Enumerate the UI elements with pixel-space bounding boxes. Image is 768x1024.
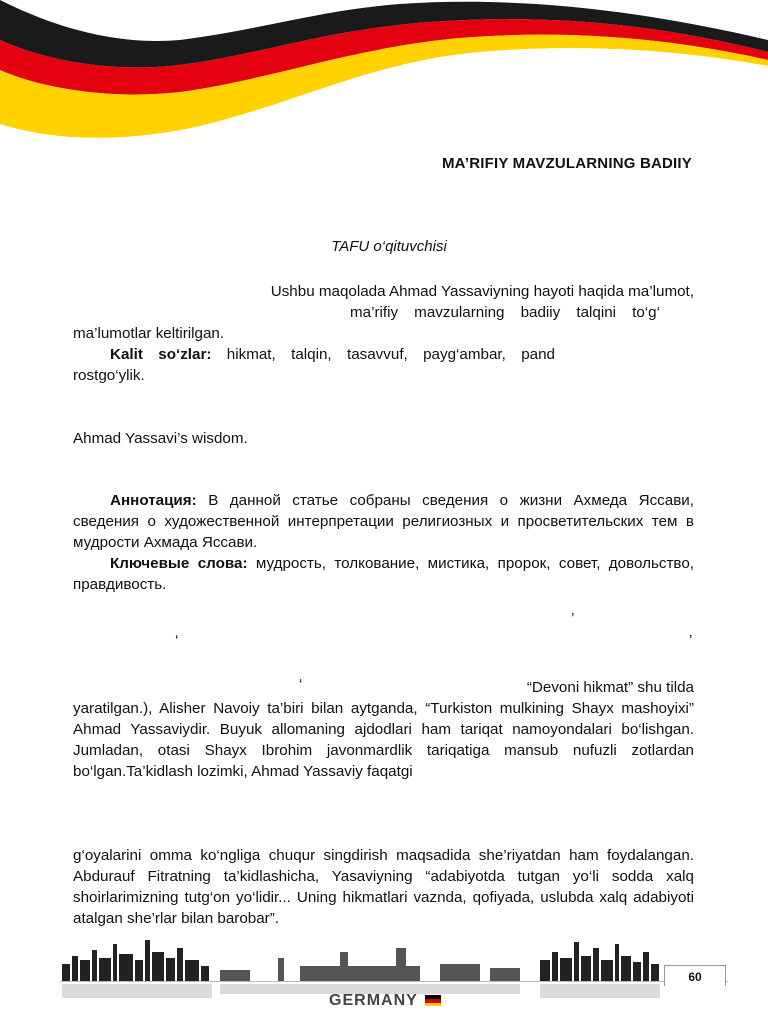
- stray-mark: ‘: [175, 632, 179, 649]
- keywords-uz-label: Kalit so‘zlar:: [110, 346, 212, 363]
- abstract-uz-line-1: Ushbu maqolada Ahmad Yassaviyning hayoti haqida ma’lumot,: [270, 283, 694, 300]
- footer-rule: [60, 981, 728, 982]
- keywords-uz: [73, 344, 555, 365]
- abstract-en-line: Ahmad Yassavi’s wisdom.: [73, 430, 248, 447]
- keywords-ru: [73, 553, 694, 595]
- abstract-uz-line-2: ma’rifiy mavzularning badiiy talqini to‘g‘: [350, 304, 660, 321]
- germany-label: [300, 992, 470, 1010]
- flag-wave-banner: [0, 0, 768, 160]
- body-p1-first-line: “Devoni hikmat” shu tilda: [526, 679, 694, 696]
- body-paragraph-1: yaratilgan.), Alisher Navoiy ta’biri bilan aytganda, “Turkiston mulkining Shayx mashoyixi” Ahmad Yassaviydir. Buyuk allomaning ajdodlari ham tariqat namoyondalari bo‘lishgan. Jumladan, otasi Shayx Ibrohim javonmardlik tariqatiga mansub nufuzli zotlardan bo‘lgan.Ta’kidlash lozimki, Ahmad Yassaviy faqatgi: [73, 700, 694, 780]
- stray-mark: ’: [689, 632, 693, 649]
- keywords-ru-label: Ключевые слова:: [110, 555, 248, 572]
- stray-mark: ‘: [299, 676, 303, 693]
- keywords-uz-cont: rostgo‘ylik.: [73, 367, 145, 384]
- page-title: MA’RIFIY MAVZULARNING BADIIY: [441, 155, 692, 172]
- abstract-uz-line-3: ma’lumotlar keltirilgan.: [73, 325, 225, 342]
- abstract-ru-text: В данной статье собраны сведения о жизни Ахмеда Яссави, сведения о художественной интерпретации религиозных и просветительских тем в мудрости Ахмада Яссави.: [73, 492, 694, 551]
- abstract-ru: [73, 490, 694, 553]
- page-number: 60: [664, 965, 726, 986]
- keywords-ru-list: мудрость, толкование, мистика, пророк, совет, довольство, правдивость.: [73, 555, 694, 593]
- germany-flag-icon: [425, 995, 441, 1006]
- keywords-uz-list: hikmat, talqin, tasavvuf, payg‘ambar, pand: [226, 346, 555, 363]
- body-paragraph-2: g‘oyalarini omma ko‘ngliga chuqur singdirish maqsadida she’riyatdan ham foydalangan. Abdurauf Fitratning ta’kidlashicha, Yasaviyning “adabiyotda tutgan yo‘li sodda xalq shoirlarimizning tutg‘on yo‘lidir... Uning hikmatlari vaznda, qofiyada, uslubda xalq adabiyoti atalgan she’rlar bilan barobar”.: [73, 847, 694, 927]
- stray-mark: ’: [571, 610, 575, 627]
- germany-text: GERMANY: [329, 992, 418, 1009]
- author-affiliation: TAFU o‘qituvchisi: [331, 238, 447, 255]
- abstract-ru-label: Аннотация:: [110, 492, 197, 509]
